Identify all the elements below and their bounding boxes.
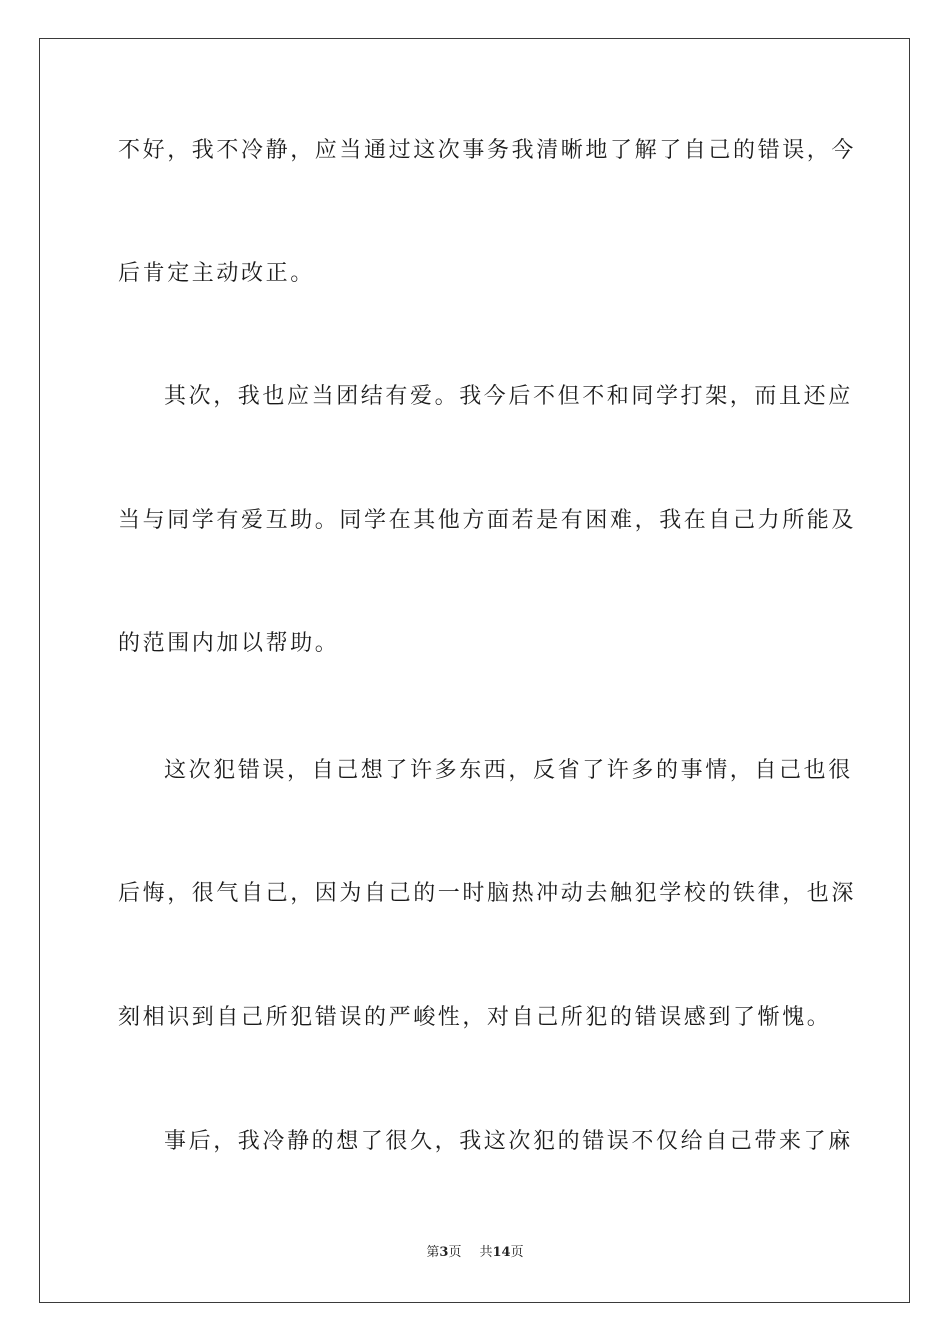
page-suffix: 页	[448, 1245, 462, 1260]
page-border	[39, 38, 910, 1303]
body-line-8: 刻相识到自己所犯错误的严峻性，对自己所犯的错误感到了惭愧。	[118, 1005, 832, 1030]
total-prefix: 共	[479, 1245, 493, 1260]
body-line-6: 这次犯错误，自己想了许多东西，反省了许多的事情，自己也很	[164, 758, 853, 783]
page-footer	[0, 1244, 950, 1262]
body-line-2: 后肯定主动改正。	[118, 261, 315, 286]
total-pages: 14	[492, 1245, 511, 1260]
body-line-5: 的范围内加以帮助。	[118, 631, 340, 656]
body-line-7: 后悔，很气自己，因为自己的一时脑热冲动去触犯学校的铁律，也深	[118, 881, 857, 906]
body-line-4: 当与同学有爱互助。同学在其他方面若是有困难，我在自己力所能及	[118, 508, 857, 533]
page-prefix: 第	[426, 1245, 440, 1260]
body-line-3: 其次，我也应当团结有爱。我今后不但不和同学打架，而且还应	[164, 384, 853, 409]
body-line-1: 不好，我不冷静，应当通过这次事务我清晰地了解了自己的错误，今	[118, 138, 857, 163]
total-suffix: 页	[510, 1245, 524, 1260]
body-line-9: 事后，我冷静的想了很久，我这次犯的错误不仅给自己带来了麻	[164, 1129, 853, 1154]
page-number: 3	[439, 1245, 449, 1260]
